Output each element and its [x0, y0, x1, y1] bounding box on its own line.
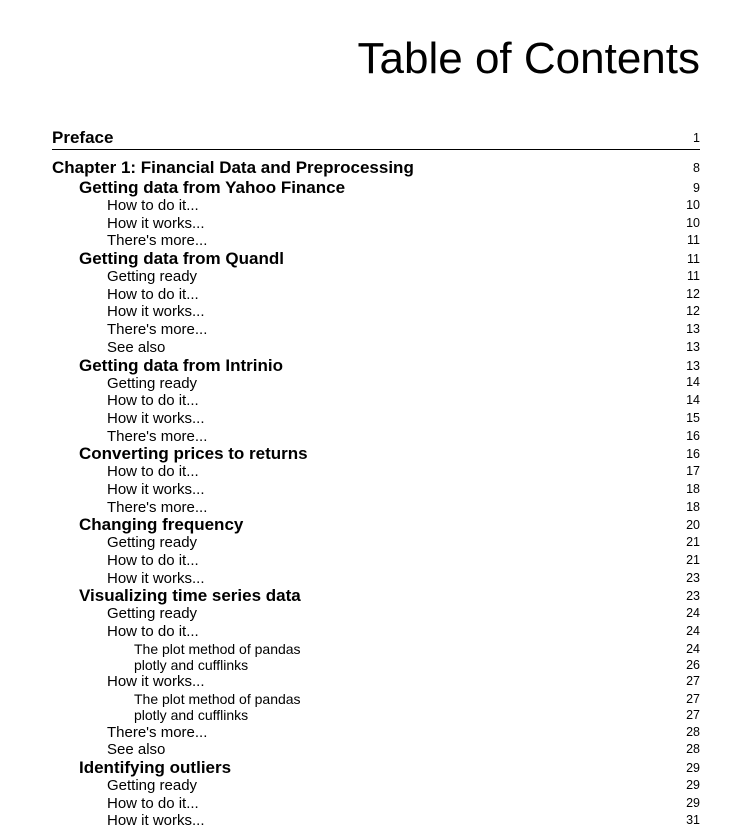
- toc-entry-label: How to do it...: [107, 552, 199, 569]
- toc-entry-page: 16: [686, 447, 700, 462]
- toc-entry[interactable]: [52, 428, 700, 446]
- toc-entry[interactable]: [52, 673, 700, 691]
- toc-entry-label: plotly and cufflinks: [134, 657, 249, 674]
- toc-entry[interactable]: [52, 570, 700, 588]
- toc-entry[interactable]: [52, 707, 700, 723]
- toc-entry-label: How to do it...: [107, 623, 199, 641]
- toc-entry-page: 17: [686, 464, 700, 479]
- toc-entry[interactable]: [52, 641, 700, 657]
- toc-entry[interactable]: [52, 481, 700, 499]
- toc-entry-page: 11: [687, 233, 700, 248]
- toc-entry-page: 28: [686, 742, 700, 757]
- toc-entry-label: How to do it...: [107, 197, 199, 214]
- toc-entry[interactable]: [52, 375, 700, 393]
- toc-entry-page: 20: [686, 518, 700, 533]
- toc-entry-label: There's more...: [107, 427, 208, 445]
- toc-entry[interactable]: [52, 339, 700, 357]
- toc-list: [52, 127, 700, 830]
- toc-entry-page: 10: [686, 197, 700, 212]
- toc-entry-label: How to do it...: [107, 392, 199, 410]
- toc-entry[interactable]: [52, 127, 700, 150]
- toc-entry-label: There's more...: [107, 321, 208, 339]
- toc-entry[interactable]: [52, 179, 700, 197]
- toc-entry-label: How it works...: [107, 569, 205, 587]
- toc-entry-label: Getting data from Quandl: [79, 249, 284, 269]
- page-title: Table of Contents: [357, 34, 700, 83]
- toc-entry-label: Preface: [52, 128, 114, 147]
- toc-entry-page: 16: [686, 428, 700, 443]
- toc-entry-page: 26: [686, 658, 700, 673]
- toc-entry[interactable]: [52, 777, 700, 795]
- toc-entry-page: 11: [687, 252, 700, 267]
- toc-entry-page: 8: [693, 161, 700, 175]
- toc-entry-label: See also: [107, 741, 166, 759]
- toc-entry[interactable]: [52, 724, 700, 742]
- toc-entry-label: Getting data from Yahoo Finance: [79, 178, 346, 197]
- toc-entry[interactable]: [52, 605, 700, 623]
- toc-entry[interactable]: [52, 587, 700, 605]
- toc-entry[interactable]: [52, 321, 700, 339]
- toc-entry[interactable]: [52, 410, 700, 428]
- toc-entry-label: Getting ready: [107, 268, 198, 286]
- toc-entry-label: How it works...: [107, 303, 205, 321]
- toc-entry-label: Chapter 1: Financial Data and Preprocessing: [52, 158, 414, 177]
- toc-entry-label: Getting ready: [107, 605, 198, 623]
- toc-entry[interactable]: [52, 499, 700, 517]
- toc-entry-label: How to do it...: [107, 794, 199, 812]
- toc-entry[interactable]: [52, 463, 700, 481]
- toc-entry-page: 12: [686, 304, 700, 319]
- toc-entry-label: Getting ready: [107, 534, 198, 552]
- toc-entry-page: 23: [686, 570, 700, 585]
- toc-entry-page: 12: [686, 286, 700, 301]
- toc-entry[interactable]: [52, 812, 700, 830]
- toc-entry-label: Getting ready: [107, 777, 198, 794]
- toc-entry[interactable]: [52, 392, 700, 410]
- toc-entry[interactable]: [52, 741, 700, 759]
- toc-entry-page: 24: [686, 624, 700, 639]
- toc-entry[interactable]: [52, 795, 700, 813]
- toc-entry-page: 15: [686, 410, 700, 425]
- toc-entry[interactable]: [52, 623, 700, 641]
- toc-entry-page: 24: [686, 606, 700, 621]
- toc-entry-page: 29: [686, 761, 700, 775]
- toc-entry[interactable]: [52, 357, 700, 375]
- toc-entry-label: See also: [107, 338, 166, 356]
- toc-entry-label: There's more...: [107, 232, 208, 250]
- toc-entry-label: Identifying outliers: [79, 758, 232, 777]
- toc-entry-label: There's more...: [107, 498, 208, 516]
- toc-entry-page: 14: [686, 375, 700, 390]
- toc-entry-page: 13: [686, 322, 700, 337]
- toc-entry[interactable]: [52, 657, 700, 673]
- toc-entry-page: 27: [686, 674, 700, 689]
- toc-entry[interactable]: [52, 445, 700, 463]
- toc-entry-page: 11: [687, 269, 700, 284]
- toc-entry-label: How it works...: [107, 409, 205, 427]
- toc-entry[interactable]: [52, 534, 700, 552]
- toc-entry-page: 29: [686, 795, 700, 810]
- toc-entry-label: Getting ready: [107, 374, 198, 392]
- toc-entry-page: 24: [686, 641, 700, 656]
- toc-entry-page: 27: [686, 692, 700, 707]
- toc-entry-label: How it works...: [107, 214, 205, 232]
- toc-entry-page: 18: [686, 481, 700, 496]
- toc-entry[interactable]: [52, 286, 700, 304]
- toc-entry-page: 28: [686, 724, 700, 739]
- toc-entry-label: Getting data from Intrinio: [79, 355, 283, 375]
- toc-entry[interactable]: [52, 157, 700, 179]
- toc-entry-label: How it works...: [107, 673, 205, 691]
- toc-entry-page: 14: [686, 393, 700, 408]
- toc-entry-page: 1: [693, 131, 700, 145]
- toc-entry-label: How it works...: [107, 480, 205, 498]
- toc-entry[interactable]: [52, 303, 700, 321]
- toc-entry-label: Converting prices to returns: [79, 444, 308, 464]
- toc-entry[interactable]: [52, 516, 700, 534]
- toc-entry-label: plotly and cufflinks: [134, 707, 249, 724]
- toc-entry-label: The plot method of pandas: [134, 640, 301, 657]
- toc-entry-page: 13: [686, 358, 700, 373]
- toc-entry[interactable]: [52, 759, 700, 777]
- toc-entry-page: 10: [686, 215, 700, 230]
- toc-entry-page: 31: [686, 813, 700, 828]
- toc-entry-page: 21: [686, 535, 700, 550]
- toc-entry[interactable]: [52, 215, 700, 233]
- toc-entry-label: There's more...: [107, 723, 208, 741]
- toc-entry-page: 23: [686, 589, 700, 604]
- toc-entry-page: 18: [686, 499, 700, 514]
- toc-entry-label: How to do it...: [107, 285, 199, 303]
- toc-entry[interactable]: [52, 268, 700, 286]
- toc-entry-page: 21: [686, 552, 700, 567]
- toc-entry-label: Changing frequency: [79, 515, 244, 535]
- toc-entry[interactable]: [52, 197, 700, 215]
- toc-entry-page: 13: [686, 339, 700, 354]
- toc-entry[interactable]: [52, 552, 700, 570]
- toc-entry[interactable]: [52, 691, 700, 707]
- toc-entry-label: How to do it...: [107, 463, 199, 481]
- toc-entry[interactable]: [52, 232, 700, 250]
- toc-entry-label: The plot method of pandas: [134, 691, 301, 708]
- toc-entry-page: 29: [686, 777, 700, 792]
- toc-entry-label: How it works...: [107, 812, 205, 830]
- toc-entry-label: Visualizing time series data: [79, 586, 301, 606]
- toc-entry[interactable]: [52, 250, 700, 268]
- toc-entry-page: 27: [686, 708, 700, 723]
- toc-entry-page: 9: [693, 181, 700, 195]
